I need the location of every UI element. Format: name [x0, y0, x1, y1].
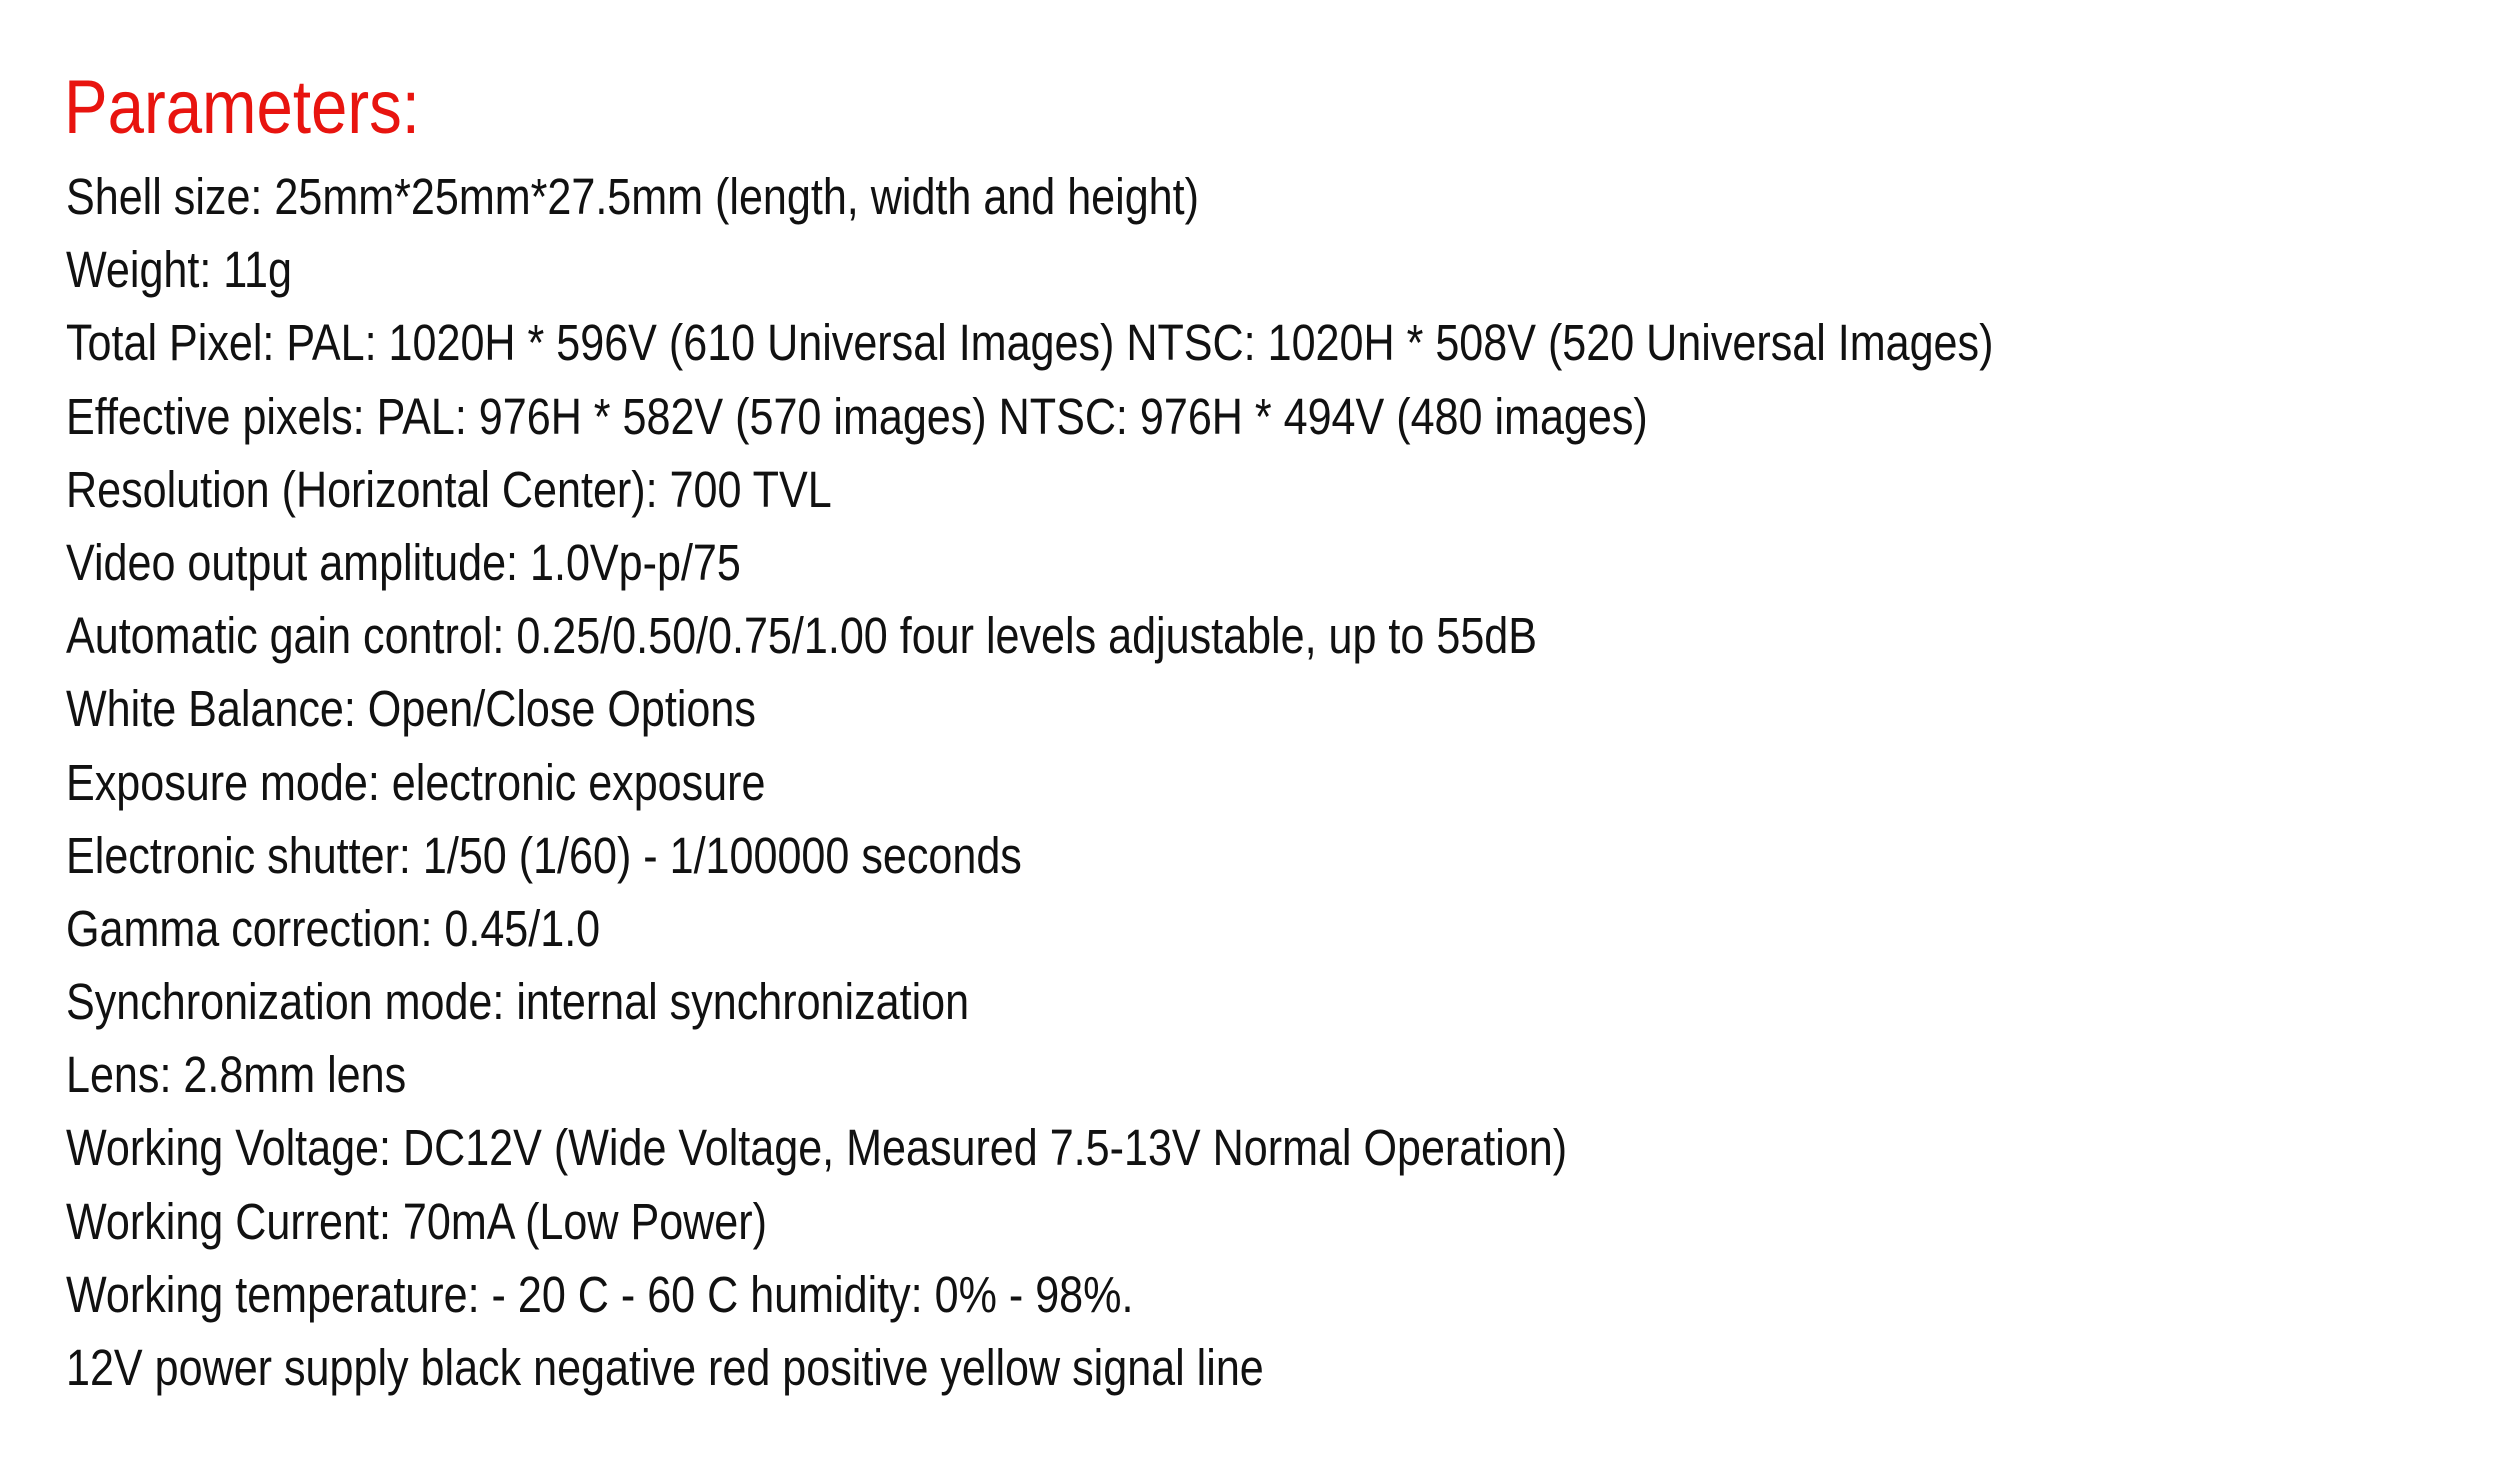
spec-lens: Lens: 2.8mm lens — [66, 1046, 407, 1104]
spec-list — [66, 160, 2347, 1404]
spec-resolution: Resolution (Horizontal Center): 700 TVL — [66, 460, 832, 518]
spec-working-current: Working Current: 70mA (Low Power) — [66, 1192, 767, 1250]
spec-shell-size: Shell size: 25mm*25mm*27.5mm (length, width and height) — [66, 168, 1199, 225]
spec-total-pixel: Total Pixel: PAL: 1020H * 596V (610 Universal Images) NTSC: 1020H * 508V (520 Universal Images) — [66, 314, 1994, 372]
spec-working-voltage: Working Voltage: DC12V (Wide Voltage, Measured 7.5-13V Normal Operation) — [66, 1119, 1568, 1177]
page-title: Parameters: — [64, 65, 420, 150]
spec-gamma-correction: Gamma correction: 0.45/1.0 — [66, 899, 601, 957]
spec-working-temperature: Working temperature: - 20 C - 60 C humidity: 0% - 98%. — [66, 1265, 1134, 1323]
spec-effective-pixels: Effective pixels: PAL: 976H * 582V (570 images) NTSC: 976H * 494V (480 images) — [66, 387, 1648, 445]
spec-electronic-shutter: Electronic shutter: 1/50 (1/60) - 1/100000 seconds — [66, 826, 1022, 884]
spec-white-balance: White Balance: Open/Close Options — [66, 680, 756, 738]
spec-weight: Weight: 11g — [66, 241, 292, 299]
spec-power-wiring: 12V power supply black negative red positive yellow signal line — [66, 1339, 1264, 1396]
spec-sync-mode: Synchronization mode: internal synchronization — [66, 973, 970, 1031]
spec-exposure-mode: Exposure mode: electronic exposure — [66, 753, 766, 811]
spec-video-output: Video output amplitude: 1.0Vp-p/75 — [66, 533, 741, 591]
spec-gain-control: Automatic gain control: 0.25/0.50/0.75/1.00 four levels adjustable, up to 55dB — [66, 607, 1537, 665]
